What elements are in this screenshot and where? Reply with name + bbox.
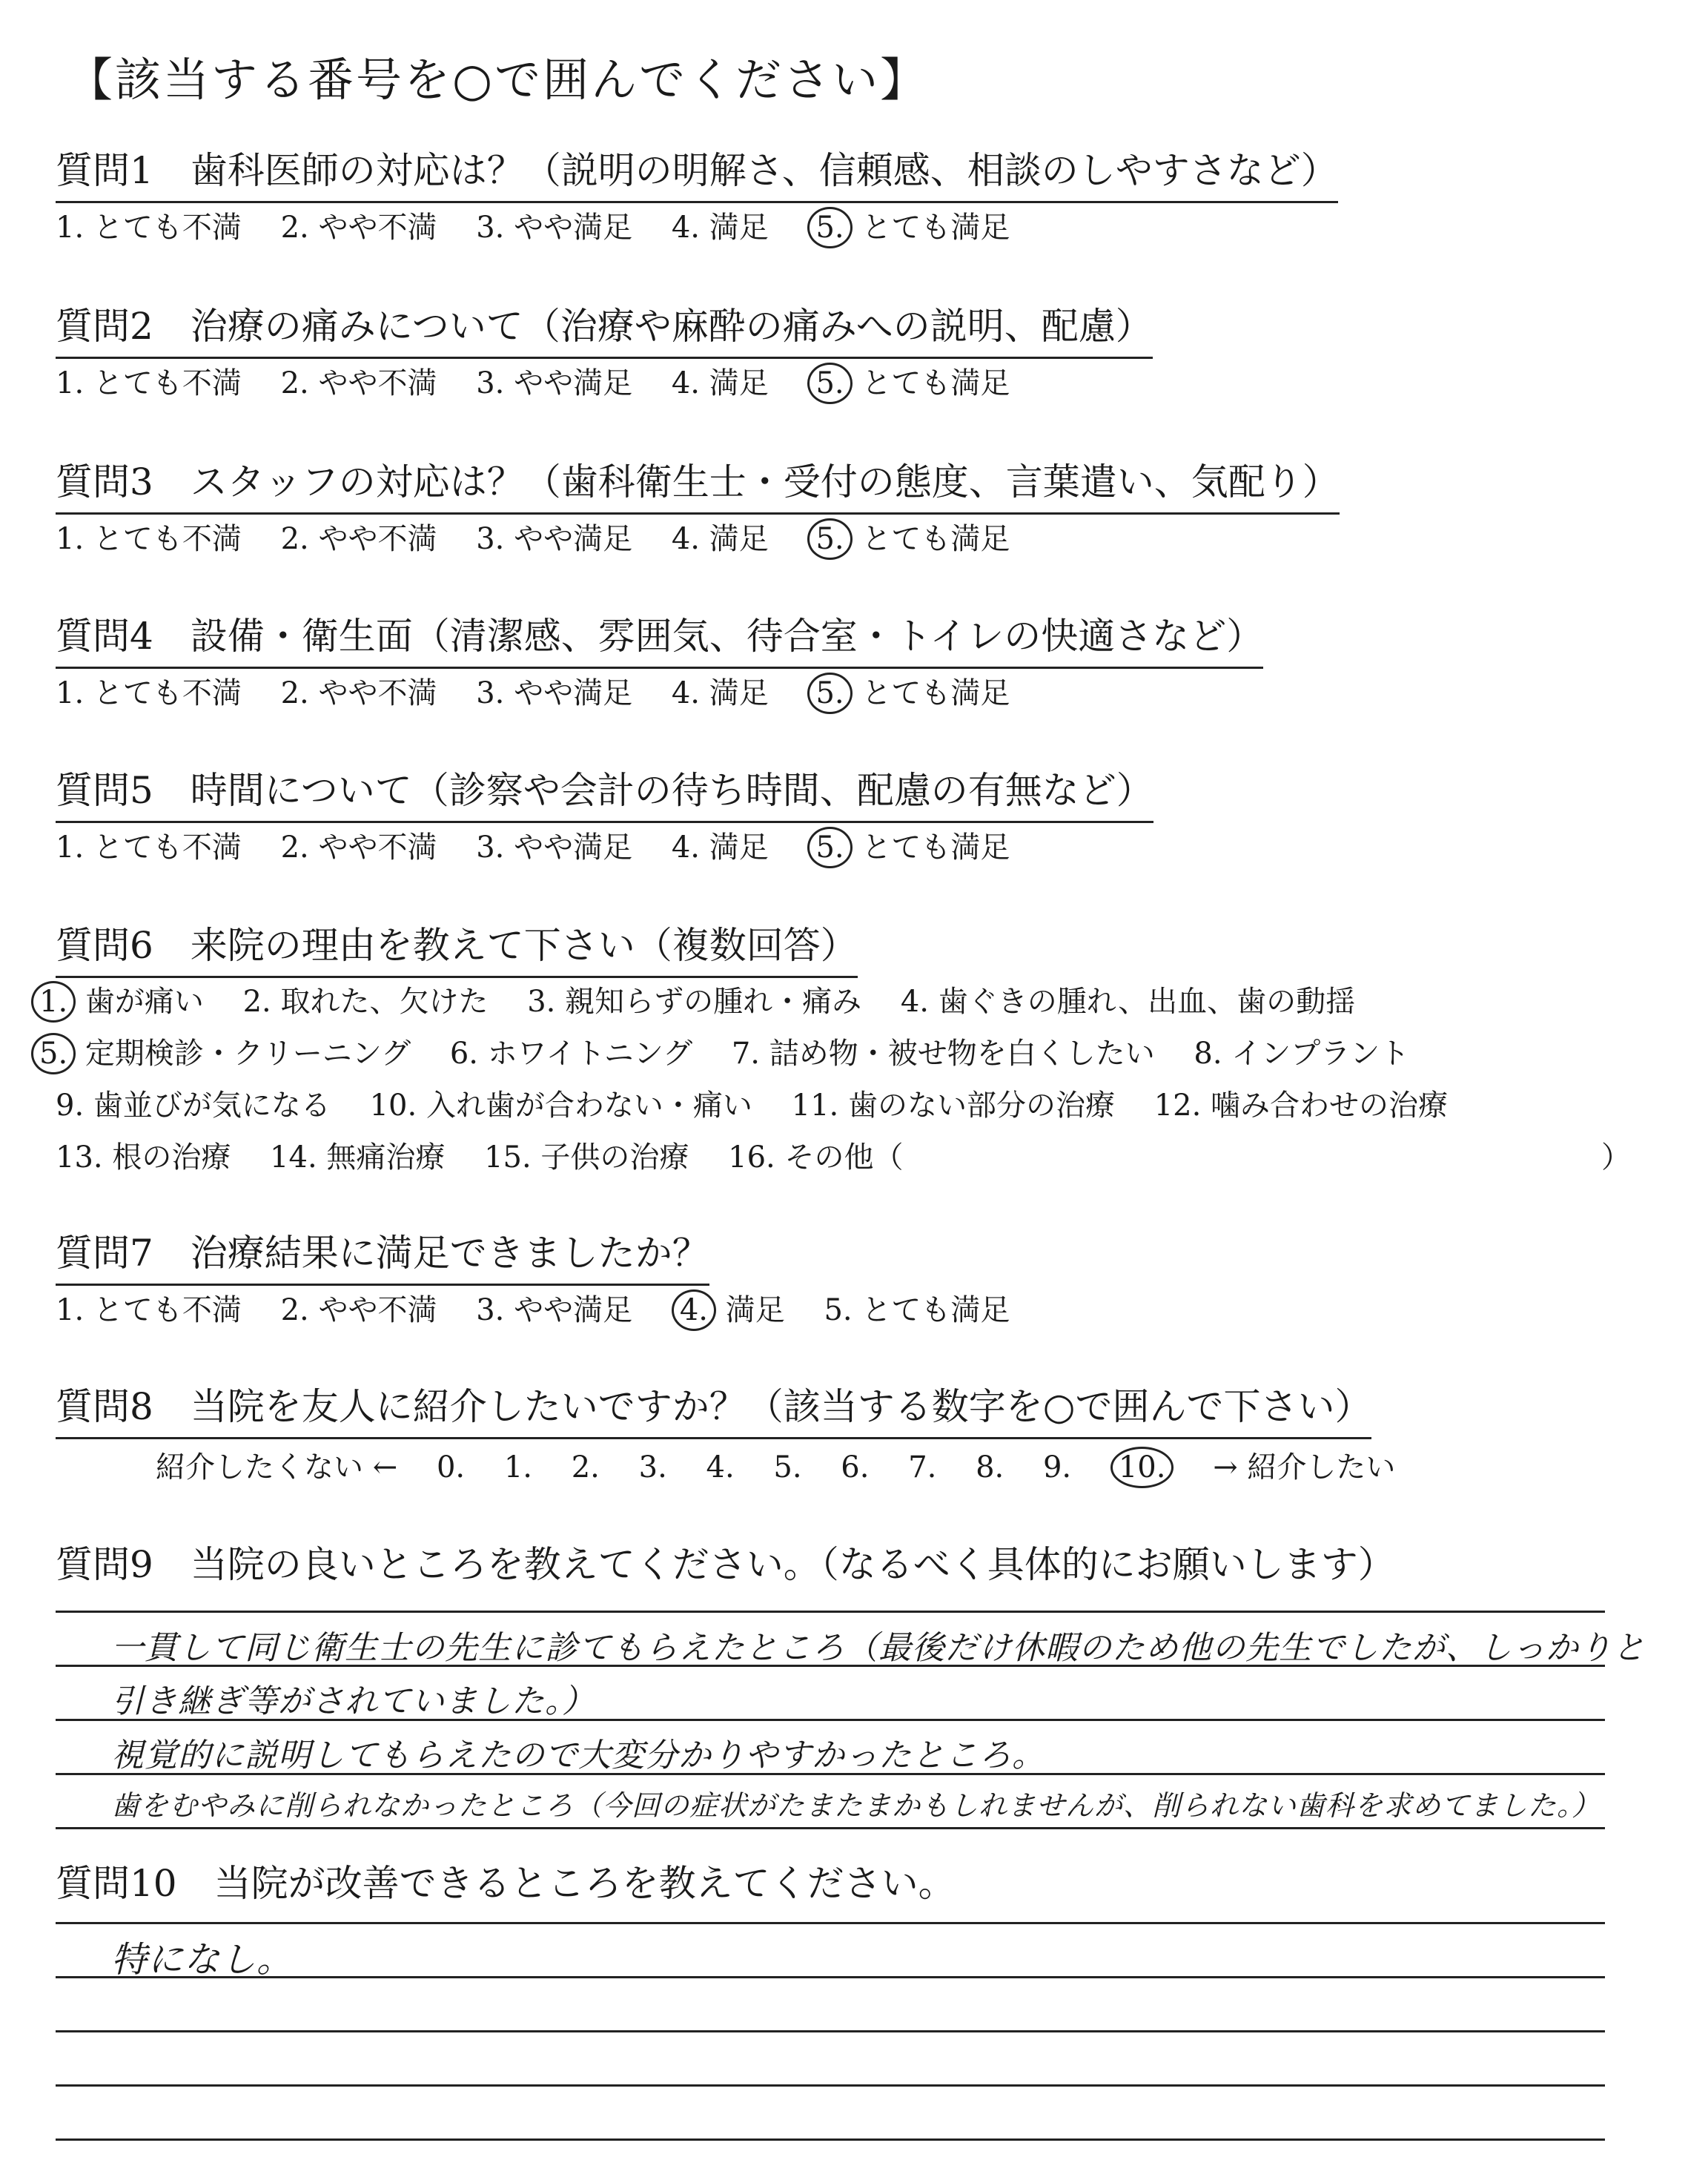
question-6-row-1 bbox=[31, 980, 1355, 1023]
reason-7[interactable]: 7. 詰め物・被せ物を白くしたい bbox=[731, 1037, 1155, 1071]
question-2-title: 質問2 治療の痛みについて（治療や麻酔の痛みへの説明、配慮） bbox=[56, 300, 1153, 359]
q9-handwritten-line-3: 視覚的に説明してもらえたので大変分かりやすかったところ。 bbox=[111, 1737, 1045, 1774]
option-1[interactable]: 1. とても不満 bbox=[56, 522, 242, 556]
question-10-title: 質問10 当院が改善できるところを教えてください。 bbox=[56, 1862, 956, 1905]
reason-10[interactable]: 10. 入れ歯が合わない・痛い bbox=[369, 1089, 752, 1123]
option-5-label: とても満足 bbox=[861, 522, 1010, 556]
question-3-title: 質問3 スタッフの対応は？（歯科衛生士・受付の態度、言葉遣い、気配り） bbox=[56, 456, 1340, 515]
reason-8[interactable]: 8. インプラント bbox=[1194, 1037, 1410, 1071]
q10-handwritten-line-1: 特になし。 bbox=[111, 1939, 294, 1981]
reason-12[interactable]: 12. 噛み合わせの治療 bbox=[1153, 1089, 1449, 1123]
q9-handwritten-line-4: 歯をむやみに削られなかったところ（今回の症状がたまたまかもしれませんが、削られない歯科を求めてました。） bbox=[111, 1789, 1601, 1822]
scale-right-label: → 紹介したい bbox=[1213, 1450, 1396, 1484]
page-heading: 【該当する番号を○で囲んでください】 bbox=[67, 53, 929, 107]
answer-rule bbox=[56, 2030, 1605, 2032]
reason-16-other[interactable]: 16. その他（ bbox=[728, 1140, 904, 1175]
option-5[interactable]: 5. とても満足 bbox=[824, 1293, 1010, 1327]
answer-rule bbox=[56, 1611, 1605, 1613]
answer-rule bbox=[56, 1827, 1605, 1829]
option-5-label: とても満足 bbox=[861, 366, 1010, 400]
reason-11[interactable]: 11. 歯のない部分の治療 bbox=[791, 1089, 1115, 1123]
question-8-title: 質問8 当院を友人に紹介したいですか？（該当する数字を○で囲んで下さい） bbox=[56, 1381, 1371, 1439]
scale-4[interactable]: 4. bbox=[706, 1450, 735, 1484]
answer-rule bbox=[56, 2138, 1605, 2141]
question-5-options bbox=[56, 826, 1010, 869]
question-1-options bbox=[56, 206, 1010, 249]
option-1[interactable]: 1. とても不満 bbox=[56, 211, 242, 245]
option-5-circled[interactable]: 5. bbox=[807, 673, 852, 714]
option-2[interactable]: 2. やや不満 bbox=[280, 1293, 437, 1327]
option-4-label: 満足 bbox=[725, 1293, 785, 1327]
option-4[interactable]: 4. 満足 bbox=[671, 211, 769, 245]
option-3[interactable]: 3. やや満足 bbox=[476, 366, 633, 400]
scale-2[interactable]: 2. bbox=[571, 1450, 600, 1484]
option-2[interactable]: 2. やや不満 bbox=[280, 676, 437, 710]
question-4-options bbox=[56, 672, 1010, 715]
question-9-title: 質問9 当院の良いところを教えてください。（なるべく具体的にお願いします） bbox=[56, 1543, 1395, 1586]
reason-2[interactable]: 2. 取れた、欠けた bbox=[242, 985, 489, 1019]
scale-left-label: 紹介したくない ← bbox=[156, 1450, 398, 1484]
option-2[interactable]: 2. やや不満 bbox=[280, 830, 437, 865]
option-4-circled[interactable]: 4. bbox=[672, 1289, 716, 1331]
question-4-title: 質問4 設備・衛生面（清潔感、雰囲気、待合室・トイレの快適さなど） bbox=[56, 610, 1263, 669]
option-5-label: とても満足 bbox=[861, 211, 1010, 245]
reason-3[interactable]: 3. 親知らずの腫れ・痛み bbox=[527, 985, 862, 1019]
scale-8[interactable]: 8. bbox=[976, 1450, 1004, 1484]
scale-5[interactable]: 5. bbox=[773, 1450, 802, 1484]
option-2[interactable]: 2. やや不満 bbox=[280, 366, 437, 400]
option-1[interactable]: 1. とても不満 bbox=[56, 1293, 242, 1327]
option-3[interactable]: 3. やや満足 bbox=[476, 830, 633, 865]
option-5-circled[interactable]: 5. bbox=[807, 827, 852, 868]
question-7-options bbox=[56, 1289, 1010, 1332]
reason-4[interactable]: 4. 歯ぐきの腫れ、出血、歯の動揺 bbox=[900, 985, 1356, 1019]
scale-1[interactable]: 1. bbox=[503, 1450, 533, 1484]
q9-handwritten-line-2: 引き継ぎ等がされていました。） bbox=[111, 1682, 595, 1720]
option-3[interactable]: 3. やや満足 bbox=[476, 1293, 633, 1327]
reason-9[interactable]: 9. 歯並びが気になる bbox=[56, 1089, 331, 1123]
option-4[interactable]: 4. 満足 bbox=[671, 830, 769, 865]
question-6-row-3 bbox=[56, 1084, 1448, 1127]
option-5-label: とても満足 bbox=[861, 676, 1010, 710]
option-2[interactable]: 2. やや不満 bbox=[280, 211, 437, 245]
q9-handwritten-line-1: 一貫して同じ衛生士の先生に診てもらえたところ（最後だけ休暇のため他の先生でしたが、しっかりと bbox=[111, 1629, 1646, 1667]
question-2-options bbox=[56, 362, 1010, 405]
question-6-row-2 bbox=[31, 1032, 1409, 1075]
answer-rule bbox=[56, 2084, 1605, 2087]
scale-3[interactable]: 3. bbox=[638, 1450, 667, 1484]
reason-15[interactable]: 15. 子供の治療 bbox=[484, 1140, 689, 1175]
reason-13[interactable]: 13. 根の治療 bbox=[56, 1140, 231, 1175]
scale-6[interactable]: 6. bbox=[841, 1450, 870, 1484]
reason-5-circled[interactable]: 5. bbox=[31, 1033, 76, 1074]
reason-6[interactable]: 6. ホワイトニング bbox=[449, 1037, 693, 1071]
option-5-circled[interactable]: 5. bbox=[807, 363, 852, 404]
option-4[interactable]: 4. 満足 bbox=[671, 522, 769, 556]
scale-0[interactable]: 0. bbox=[436, 1450, 466, 1484]
question-8-scale bbox=[156, 1446, 1395, 1489]
option-5-circled[interactable]: 5. bbox=[807, 207, 852, 248]
question-6-row-4 bbox=[56, 1136, 903, 1179]
reason-14[interactable]: 14. 無痛治療 bbox=[270, 1140, 446, 1175]
option-1[interactable]: 1. とても不満 bbox=[56, 366, 242, 400]
option-1[interactable]: 1. とても不満 bbox=[56, 830, 242, 865]
option-3[interactable]: 3. やや満足 bbox=[476, 522, 633, 556]
question-7-title: 質問7 治療結果に満足できましたか？ bbox=[56, 1227, 709, 1286]
option-4[interactable]: 4. 満足 bbox=[671, 676, 769, 710]
option-5-circled[interactable]: 5. bbox=[807, 518, 852, 560]
option-3[interactable]: 3. やや満足 bbox=[476, 211, 633, 245]
option-2[interactable]: 2. やや不満 bbox=[280, 522, 437, 556]
reason-16-close-paren: ） bbox=[1601, 1140, 1631, 1175]
reason-1-label: 歯が痛い bbox=[85, 985, 204, 1019]
reason-1-circled[interactable]: 1. bbox=[31, 981, 76, 1023]
scale-9[interactable]: 9. bbox=[1042, 1450, 1072, 1484]
question-5-title: 質問5 時間について（診察や会計の待ち時間、配慮の有無など） bbox=[56, 764, 1153, 823]
option-3[interactable]: 3. やや満足 bbox=[476, 676, 633, 710]
option-5-label: とても満足 bbox=[861, 830, 1010, 865]
question-1-title: 質問1 歯科医師の対応は？（説明の明解さ、信頼感、相談のしやすさなど） bbox=[56, 145, 1338, 203]
option-4[interactable]: 4. 満足 bbox=[671, 366, 769, 400]
scale-7[interactable]: 7. bbox=[908, 1450, 937, 1484]
option-1[interactable]: 1. とても不満 bbox=[56, 676, 242, 710]
question-3-options bbox=[56, 518, 1010, 561]
answer-rule bbox=[56, 1922, 1605, 1924]
reason-5-label: 定期検診・クリーニング bbox=[85, 1037, 411, 1071]
question-6-title: 質問6 来院の理由を教えて下さい（複数回答） bbox=[56, 919, 858, 978]
scale-10-circled[interactable]: 10. bbox=[1110, 1447, 1174, 1488]
